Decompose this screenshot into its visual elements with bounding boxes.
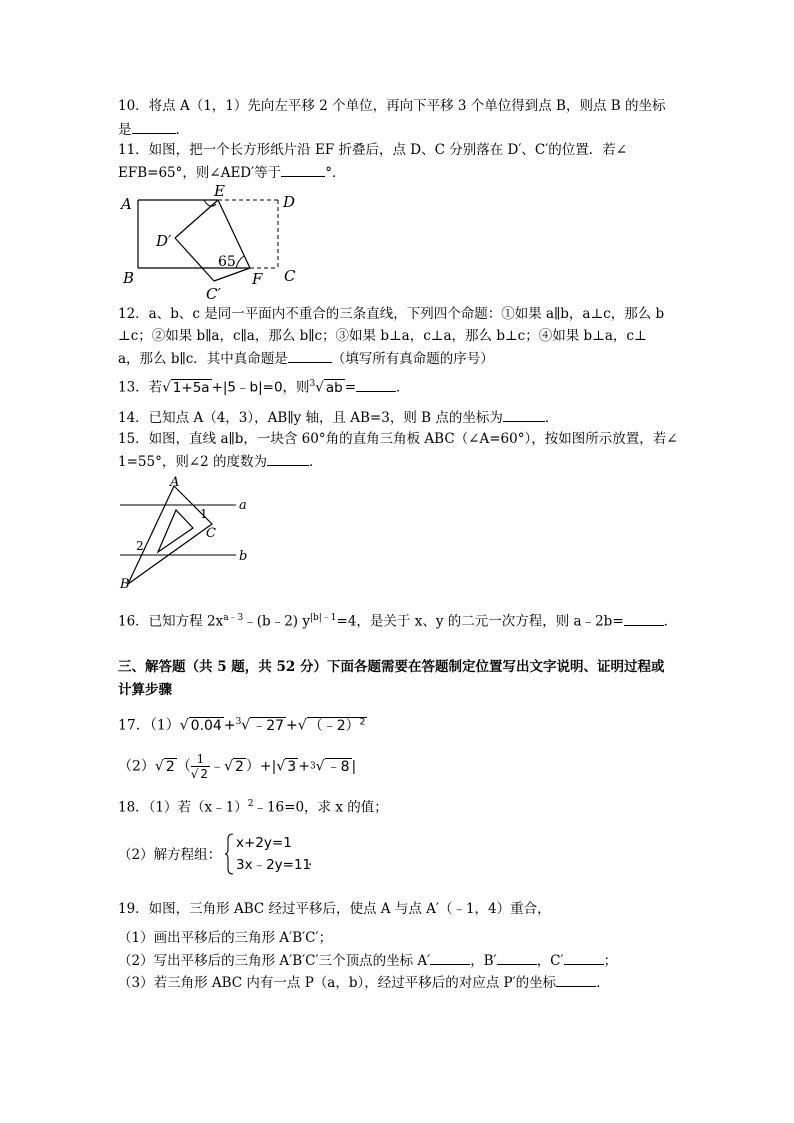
label-b: b [239, 549, 248, 564]
q12-end: （填写所有真命题的序号） [331, 351, 494, 367]
label-E: E [214, 182, 225, 200]
q15-end: ． [309, 454, 323, 470]
q18-p2-prefix: （2）解方程组： [118, 847, 222, 863]
equation-1: x+2y=1 [236, 835, 292, 851]
label-F: F [252, 270, 263, 288]
sqrt-sign: √ [276, 758, 286, 775]
q10-line1: 10．将点 A（1，1）先向左平移 2 个单位，再向下平移 3 个单位得到点 B，则点 B 的坐标 [118, 98, 666, 114]
q16-line [118, 610, 677, 630]
label-D-prime: D′ [156, 232, 172, 250]
q12-line3 [118, 350, 494, 367]
radicand-base: （﹣2） [308, 717, 360, 734]
q16-exp1: a﹣3 [223, 613, 244, 623]
radicand: 0.04 [190, 717, 222, 734]
radicand: ﹣8 [326, 758, 350, 775]
label-C: C [206, 526, 216, 541]
label-A: A [170, 475, 180, 490]
q19-sub1: （1）画出平移后的三角形 A′B′C′； [118, 930, 333, 946]
answer-blank[interactable] [288, 350, 332, 363]
open-paren: （ [176, 758, 191, 775]
sqrt-sign: √ [154, 758, 164, 775]
q10-prefix: 是 [118, 122, 132, 138]
plus: + [298, 758, 310, 775]
q19-s3: （3）若三角形 ABC 内有一点 P（a，b），经过平移后的对应点 P′的坐标 [118, 975, 557, 991]
label-angle-2: 2 [136, 539, 144, 553]
q13-equals: = [344, 379, 357, 396]
label-A: A [121, 195, 132, 213]
q18-part1 [118, 796, 388, 816]
fraction-denominator [191, 767, 210, 781]
q19-s2c: ，C′ [536, 953, 564, 969]
radicand-1: 1+5a [172, 379, 210, 396]
answer-blank[interactable] [132, 121, 176, 134]
radicand: 2 [200, 767, 209, 781]
radicand: 2 [234, 758, 244, 775]
q12-line2: ⊥c；②如果 b∥a，c∥a，那么 b∥c；③如果 b⊥a，c⊥a，那么 b⊥c；④如果 b⊥a，c⊥ [118, 328, 647, 344]
label-B: B [120, 577, 130, 592]
plus: + [223, 717, 236, 734]
q13-tail: ． [396, 379, 410, 396]
q16-end: ． [663, 613, 678, 630]
q16-mid: ﹣(b﹣2) y [243, 613, 310, 630]
equation-2: 3x﹣2y=11 [236, 857, 312, 873]
sqrt-sign: √ [297, 717, 307, 734]
q19-s2a: （2）写出平移后的三角形 A′B′C′三个顶点的坐标 A′ [118, 953, 431, 969]
answer-blank[interactable] [564, 952, 604, 965]
q17-part1 [118, 714, 367, 734]
label-a: a [239, 498, 247, 513]
label-B: B [123, 269, 135, 287]
q19-line1: 19．如图，三角形 ABC 经过平移后，使点 A 与点 A′（﹣1，4）重合， [118, 901, 551, 917]
q11-line1: 11．如图，把一个长方形纸片沿 EF 折叠后，点 D、C 分别落在 D′、C′的位置．若∠ [118, 142, 628, 158]
q17-p2-prefix: （2） [118, 758, 155, 775]
fold-rectangle-figure [118, 180, 308, 305]
radicand: 3 [287, 758, 297, 775]
close-paren-plus-abs: ）+| [245, 758, 277, 775]
q19-sub3 [118, 974, 610, 991]
answer-blank[interactable] [556, 974, 596, 987]
q14-end: ． [544, 410, 559, 426]
q13-mid: +|5﹣b|=0，则 [211, 379, 310, 396]
q16-rest: =4，是关于 x、y 的二元一次方程，则 a﹣2b= [336, 613, 624, 630]
section3-heading-line2: 计算步骤 [118, 682, 172, 698]
answer-blank[interactable] [503, 409, 545, 422]
q18-p1-prefix: 18．（1）若（x﹣1） [118, 799, 248, 816]
label-C: C [284, 267, 296, 285]
plus: + [286, 717, 298, 734]
label-D: D [283, 193, 296, 211]
triangle-parallel-lines-figure [118, 474, 258, 592]
q10-end: ． [175, 122, 189, 138]
q11-line2 [118, 164, 345, 181]
answer-blank[interactable] [267, 453, 309, 466]
q19-sub2 [118, 952, 617, 969]
q13-line [118, 376, 410, 396]
cube-root-sign: √ [315, 379, 324, 396]
cube-root-sign: √ [241, 717, 251, 734]
answer-blank[interactable] [430, 952, 470, 965]
q11-prefix: EFB=65°，则∠AED′等于 [118, 165, 282, 181]
cube-root-sign: √ [315, 758, 325, 775]
cube-root-index: 3 [309, 379, 316, 389]
cube-root-index: 3 [235, 717, 242, 727]
label-angle-1: 1 [200, 507, 208, 521]
q19-s2end: ； [603, 953, 618, 969]
radicand-2: ab [325, 379, 343, 396]
label-angle-65: 65 [218, 254, 236, 270]
q16-prefix: 16．已知方程 2x [118, 613, 224, 630]
sqrt-sign: √ [190, 767, 199, 781]
left-brace-icon [224, 833, 234, 875]
q16-exp2: |b|﹣1 [309, 613, 337, 623]
minus: ﹣ [210, 758, 225, 775]
radicand [307, 717, 368, 734]
section3-heading-line1: 三、解答题（共 5 题，共 52 分）下面各题需要在答题制定位置写出文字说明、证明过程或 [118, 659, 665, 675]
q17-prefix: 17．（1） [118, 717, 180, 734]
answer-blank[interactable] [497, 952, 537, 965]
sqrt-sign: √ [162, 379, 171, 396]
q18-p2-end: ． [308, 853, 322, 869]
sqrt-sign: √ [179, 717, 189, 734]
q15-line2 [118, 453, 323, 470]
cube-root-index: 3 [309, 761, 316, 772]
q19-s2b: ，B′ [470, 953, 497, 969]
q17-part2 [118, 752, 356, 786]
q10-line2 [118, 121, 189, 138]
q12-prefix: a，那么 b∥c．其中真命题是 [118, 351, 288, 367]
sqrt-sign: √ [224, 758, 233, 775]
fraction [191, 752, 210, 781]
label-C-prime: C′ [206, 285, 221, 303]
answer-blank[interactable] [281, 164, 325, 177]
radicand: 2 [165, 758, 175, 775]
radicand: ﹣27 [252, 717, 285, 734]
abs-close: | [351, 758, 357, 775]
q14-text: 14．已知点 A（4，3），AB∥y 轴，且 AB=3，则 B 点的坐标为 [118, 410, 503, 426]
fraction-numerator: 1 [191, 752, 210, 767]
q15-prefix: 1=55°，则∠2 的度数为 [118, 454, 268, 470]
answer-blank[interactable] [356, 379, 396, 392]
q14-line [118, 409, 558, 426]
answer-blank[interactable] [624, 613, 664, 626]
q19-s3end: ． [596, 975, 610, 991]
q11-end: °． [325, 165, 346, 181]
q12-line1: 12．a、b、c 是同一平面内不重合的三条直线，下列四个命题：①如果 a∥b，a⊥c，那么 b [118, 306, 665, 322]
q18-p1-rest: ﹣16=0，求 x 的值； [253, 799, 388, 816]
exponent: 2 [247, 799, 254, 809]
q13-prefix: 13．若 [118, 379, 163, 396]
q15-line1: 15．如图，直线 a∥b，一块含 60°角的直角三角板 ABC（∠A=60°），按如图所示放置，若∠ [118, 431, 678, 447]
exponent: 2 [359, 717, 366, 727]
